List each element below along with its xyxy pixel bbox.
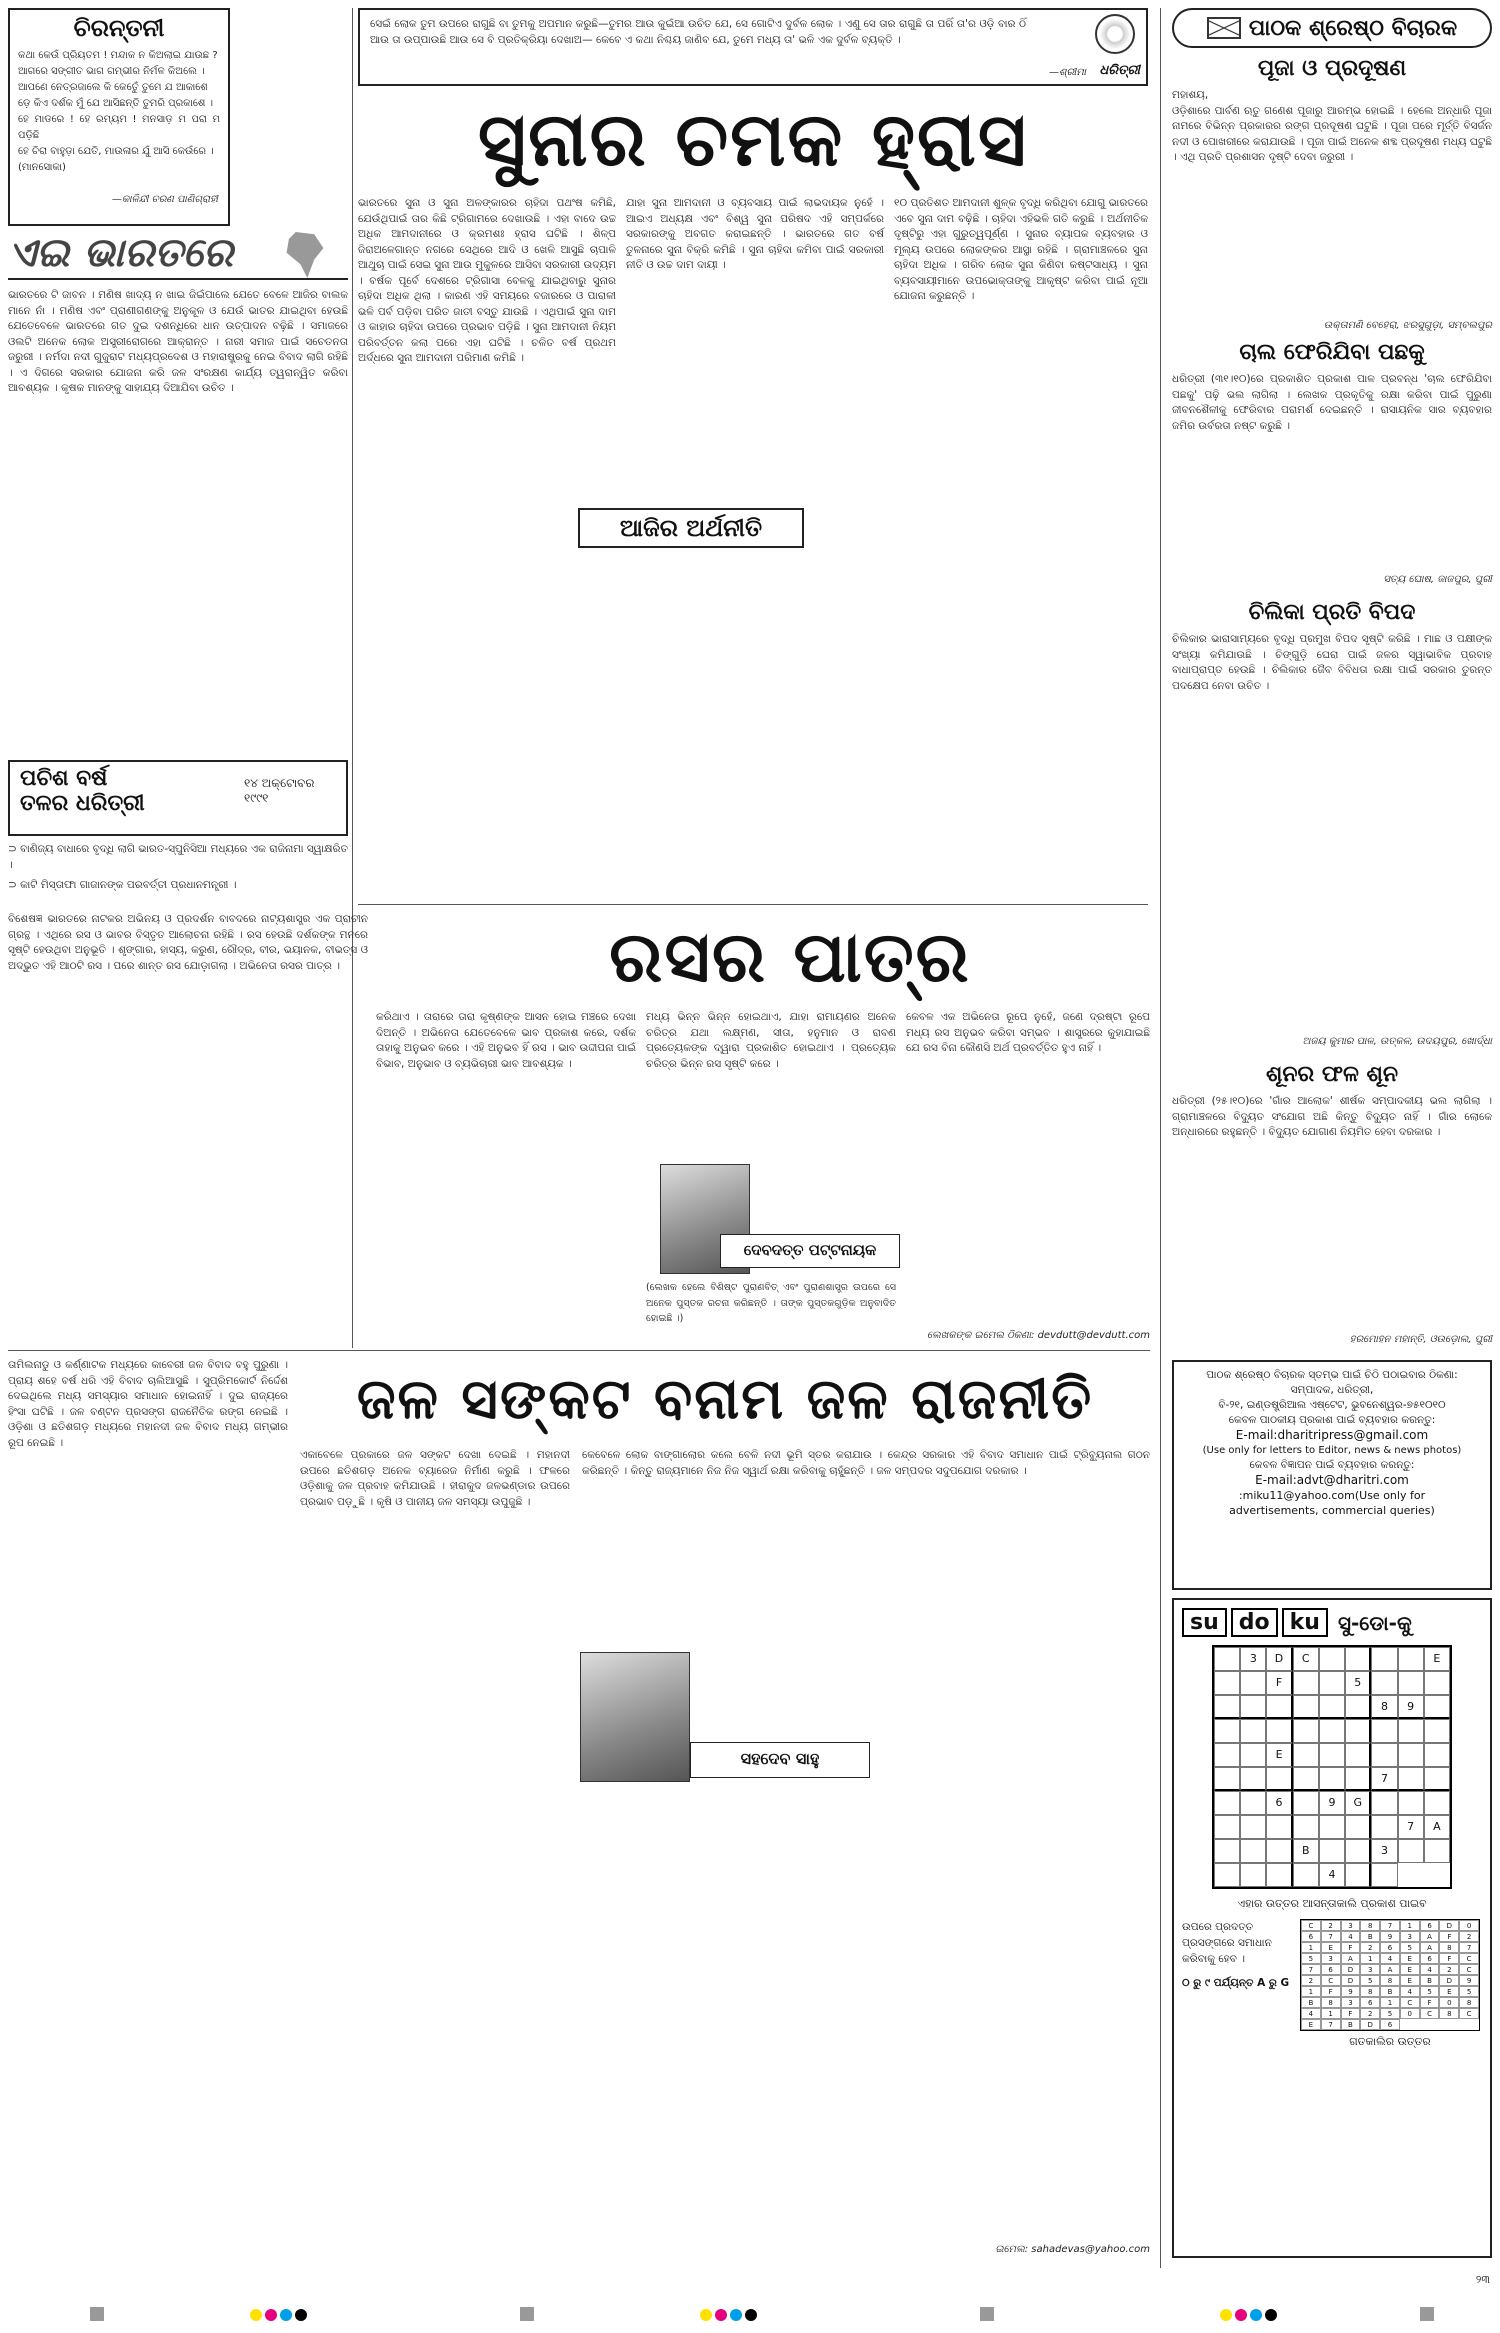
- sudoku-cell[interactable]: [1214, 1767, 1240, 1791]
- sudoku-answer-cell: B: [1301, 1997, 1321, 2008]
- sudoku-cell[interactable]: [1293, 1743, 1319, 1767]
- contact-email-1[interactable]: E-mail:dharitripress@gmail.com: [1235, 1428, 1429, 1442]
- jala-author-photo: [580, 1652, 690, 1782]
- sudoku-cell[interactable]: [1424, 1767, 1450, 1791]
- sudoku-answer-cell: 8: [1439, 1942, 1459, 1953]
- sudoku-answer-cell: A: [1420, 1942, 1440, 1953]
- contact-box: [1172, 1360, 1492, 1590]
- sudoku-cell[interactable]: [1293, 1815, 1319, 1839]
- sudoku-cell[interactable]: [1240, 1791, 1266, 1815]
- sudoku-answer-cell: 6: [1420, 1920, 1440, 1931]
- sudoku-answer-cell: C: [1459, 1964, 1479, 1975]
- sudoku-cell[interactable]: [1214, 1791, 1240, 1815]
- sudoku-cell[interactable]: A: [1424, 1815, 1450, 1839]
- contact-note-1: (Use only for letters to Editor, news & news photos): [1202, 1445, 1462, 1456]
- sudoku-cell[interactable]: [1345, 1815, 1371, 1839]
- sudoku-cell[interactable]: [1371, 1743, 1397, 1767]
- pathaka-banner-text: ପାଠକ ଶ୍ରେଷ୍ଠ ବିଚାରକ: [1248, 15, 1458, 41]
- sudoku-cell[interactable]: [1345, 1743, 1371, 1767]
- pachisha-title-1: ପଚିଶ ବର୍ଷ: [20, 766, 108, 791]
- sudoku-title-odia: ସୁ-ଡୋ-କୁ: [1337, 1610, 1412, 1635]
- sudoku-answer-cell: 6: [1420, 1953, 1440, 1964]
- ei-bharatare-body: ଭାରତରେ ଟି ଜାବନ । ମଣିଷ ଖାଦ୍ୟ ନ ଖାଇ ଜିଇଁପାଲେ ଯେତେ ବେଳେ ଆଜିର ବାଲକ ମାନେ ନାଁ । ମଣିଷ ଏବଂ ପ୍ରାଣୀଗଣଙ୍କୁ ଅନୁକୂଳ ଓ ଯେଉଁ ଭାତର ଯାଇଥିବା ହେଉଛି ଯେତେବେଳେ ଭାରତରେ ଗତ ଦୁଇ ଦଶନ୍ଧିରେ ଧାନ ଉତ୍ପାଦନ ବଢ଼ିଛି । ସମାଜରେ ଓଲଟି ଅନେକ ଲୋକ ଅସ୍ତ୍ରୀରୋଗରେ ଆକ୍ରାନ୍ତ । ନାରୀ ସମାଜ ପାଇଁ ସଚେତନତା ଜରୁରୀ । ନର୍ମଦା ନଦୀ ଗୁଜୁରାଟ ମଧ୍ୟପ୍ରଦେଶ ଓ ମହାରାଷ୍ଟ୍ରକୁ ନେଇ ବିବାଦ ଲାଗି ରହିଛି । ଏ ଦିଗରେ ସରକାର ଯୋଜନା କରି ଜଳ ସଂରକ୍ଷଣ କାର୍ଯ୍ୟ ତ୍ୱରାନ୍ୱିତ କରିବା ଆବଶ୍ୟକ । କୃଷକ ମାନଙ୍କୁ ସାହାଯ୍ୟ ଦିଆଯିବା ଉଚିତ ।: [8, 289, 352, 394]
- sudoku-answer-cell: 4: [1341, 1931, 1361, 1942]
- contact-line-3: କେବଳ ପାଠକୀୟ ପ୍ରକାଶ ପାଇଁ ବ୍ୟବହାର କରନ୍ତୁ:: [1228, 1414, 1436, 1426]
- sudoku-cell[interactable]: [1266, 1815, 1292, 1839]
- sudoku-cell[interactable]: 3: [1240, 1647, 1266, 1671]
- rasara-col-4: କେବଳ ଏକ ଅଭିନେତା ରୂପେ ନୁହେଁ, ଜଣେ ଦ୍ରଷ୍ଟା ରୂପେ ମଧ୍ୟ ରସ ଅନୁଭବ କରିବା ସମ୍ଭବ । ଶାସ୍ତ୍ରରେ କୁହାଯାଇଛି ଯେ ରସ ବିନା କୌଣସି ଅର୍ଥ ପ୍ରବର୍ତ୍ତିତ ହୁଏ ନାହିଁ ।: [906, 1011, 1154, 1054]
- rasara-col-1: ବିଶେଷଜ୍ଞ ଭାରତରେ ନାଟକର ଅଭିନୟ ଓ ପ୍ରଦର୍ଶନ ବାବଦରେ ନାଟ୍ୟଶାସ୍ତ୍ର ଏକ ପ୍ରାଚୀନ ଗ୍ରନ୍ଥ । ଏଥିରେ ରସ ଓ ଭାବର ବିସ୍ତୃତ ଆଲୋଚନା ରହିଛି । ରସ ହେଉଛି ଦର୍ଶକଙ୍କ ମନରେ ସୃଷ୍ଟି ହେଉଥିବା ଅନୁଭୂତି । ଶୃଙ୍ଗାର, ହାସ୍ୟ, କରୁଣ, ରୌଦ୍ର, ବୀର, ଭୟାନକ, ବୀଭତ୍ସ ଓ ଅଦ୍ଭୁତ ଏହି ଆଠଟି ରସ । ପରେ ଶାନ୍ତ ରସ ଯୋଡ଼ାଗଲା । ଅଭିନେତା ରସର ପାତ୍ର ।: [8, 913, 372, 972]
- sudoku-cell[interactable]: [1345, 1695, 1371, 1719]
- pachisha-box: [8, 760, 348, 836]
- sudoku-answer-cell: F: [1341, 2008, 1361, 2019]
- jala-email: ଇମେଲ: sahadevas@yahoo.com: [995, 2244, 1150, 2255]
- sudoku-answer-cell: E: [1321, 1942, 1341, 1953]
- sudoku-cell[interactable]: [1240, 1863, 1266, 1887]
- sudoku-answer-cell: B: [1341, 2019, 1361, 2030]
- sudoku-answer-cell: 9: [1459, 1975, 1479, 1986]
- sudoku-answer-cell: A: [1420, 1931, 1440, 1942]
- sudoku-letters: ୦ ରୁ ୯ ପର୍ଯ୍ୟନ୍ତ A ରୁ G: [1182, 1977, 1290, 1989]
- sudoku-answer-cell: 5: [1459, 1986, 1479, 1997]
- sudoku-answer-cell: 6: [1301, 1931, 1321, 1942]
- sudoku-answer-cell: F: [1439, 1953, 1459, 1964]
- sudoku-answer-cell: C: [1321, 1975, 1341, 1986]
- sudoku-answer-cell: A: [1341, 1953, 1361, 1964]
- sudoku-answer-cell: C: [1459, 1953, 1479, 1964]
- sudoku-answer-cell: 8: [1360, 1920, 1380, 1931]
- sudoku-cell[interactable]: [1319, 1719, 1345, 1743]
- sudoku-cell[interactable]: [1398, 1767, 1424, 1791]
- sudoku-cell[interactable]: [1266, 1767, 1292, 1791]
- sudoku-title-ku: ku: [1282, 1608, 1328, 1637]
- sudoku-answer-cell: 0: [1400, 2008, 1420, 2019]
- chirantani-title: ଚିରନ୍ତନୀ: [73, 14, 165, 42]
- sudoku-cell[interactable]: [1240, 1695, 1266, 1719]
- sudoku-answer-cell: B: [1420, 1975, 1440, 1986]
- sudoku-answer-cell: 8: [1321, 1997, 1341, 2008]
- sudoku-cell[interactable]: [1214, 1671, 1240, 1695]
- sudoku-cell[interactable]: [1214, 1863, 1240, 1887]
- sudoku-answer-cell: C: [1459, 2008, 1479, 2019]
- sudoku-answer-cell: E: [1301, 2019, 1321, 2030]
- ei-bharatare-title: ଏଇ ଭାରତରେ: [8, 230, 234, 276]
- sudoku-cell[interactable]: [1240, 1839, 1266, 1863]
- sudoku-answer-cell: 4: [1301, 2008, 1321, 2019]
- chirantani-author: —କାଳିନ୍ଦୀ ଚରଣ ପାଣିଗ୍ରାହୀ: [111, 194, 218, 205]
- pathaka-article-3-author: ଅଜୟ କୁମାର ପାଳ, ଉତ୍କଳ, ଉଦୟପୁର, ଖୋର୍ଦ୍ଧା: [1302, 1036, 1492, 1047]
- sudoku-answer-cell: 7: [1380, 1920, 1400, 1931]
- ei-bharatare-header: [8, 230, 348, 280]
- sudoku-cell[interactable]: [1398, 1743, 1424, 1767]
- sudoku-cell[interactable]: [1371, 1647, 1397, 1671]
- sudoku-answer-cell: A: [1380, 1964, 1400, 1975]
- sudoku-cell[interactable]: [1266, 1695, 1292, 1719]
- sudoku-answer-cell: 1: [1360, 1953, 1380, 1964]
- sudoku-answer-cell: 9: [1380, 1931, 1400, 1942]
- sudoku-cell[interactable]: [1371, 1863, 1397, 1887]
- envelope-icon: [1207, 17, 1241, 39]
- paper-logo: ଧରିତ୍ରୀ: [1099, 63, 1140, 78]
- page-number: ୨୩: [1475, 2273, 1490, 2286]
- sudoku-answer-cell: F: [1341, 1942, 1361, 1953]
- sudoku-cell[interactable]: [1214, 1815, 1240, 1839]
- sudoku-answer-cell: 3: [1341, 1920, 1361, 1931]
- pathaka-article-4-title: ଶୂନର ଫଳ ଶୂନ: [1265, 1062, 1399, 1087]
- sudoku-answer-cell: E: [1439, 1986, 1459, 1997]
- sudoku-answer-cell: 9: [1341, 1986, 1361, 1997]
- sudoku-cell[interactable]: [1266, 1839, 1292, 1863]
- sudoku-answer-cell: 3: [1321, 1953, 1341, 1964]
- sudoku-cell[interactable]: [1293, 1791, 1319, 1815]
- sudoku-cell[interactable]: F: [1266, 1671, 1292, 1695]
- sudoku-cell[interactable]: [1214, 1719, 1240, 1743]
- sudoku-answer-cell: 3: [1341, 1997, 1361, 2008]
- gold-col-2: ଯାହା ସୁନା ଆମଦାନୀ ଓ ବ୍ୟବସାୟ ପାଇଁ ଲାଭଦାୟକ ନୁହେଁ । ଆଇଏ ଅଧ୍ୟକ୍ଷ ଏବଂ ବିଶ୍ୱ ସୁନା ପରିଷଦ ଏହି ସମ୍ପର୍କରେ ସରକାରଙ୍କୁ ଅବଗତ କରାଇଛନ୍ତି । ଭାରତରେ ଗତ ବର୍ଷ ତୁଳନାରେ ସୁନା ବିକ୍ରି କମିଛି । ସୁନା ଚାହିଦା କମିବା ପାଇଁ ସରକାରୀ ନୀତି ଓ ଉଚ୍ଚ ଦାମ ଦାୟୀ ।: [626, 197, 888, 271]
- sudoku-answer-cell: C: [1400, 1997, 1420, 2008]
- sudoku-answer-cell: 7: [1459, 1942, 1479, 1953]
- print-mark-gray-2: [520, 2307, 534, 2321]
- sudoku-cell[interactable]: [1240, 1719, 1266, 1743]
- sudoku-cell[interactable]: 7: [1371, 1767, 1397, 1791]
- sudoku-answer-cell: D: [1341, 1964, 1361, 1975]
- sudoku-cell[interactable]: [1240, 1671, 1266, 1695]
- sudoku-cell[interactable]: [1398, 1839, 1424, 1863]
- sudoku-cell[interactable]: [1398, 1791, 1424, 1815]
- sudoku-cell[interactable]: 6: [1266, 1791, 1292, 1815]
- sudoku-cell[interactable]: [1371, 1815, 1397, 1839]
- sudoku-cell[interactable]: E: [1266, 1743, 1292, 1767]
- sudoku-answer-cell: E: [1400, 1953, 1420, 1964]
- sudoku-cell[interactable]: [1214, 1839, 1240, 1863]
- sudoku-answer-cell: E: [1400, 1964, 1420, 1975]
- sudoku-cell[interactable]: [1214, 1647, 1240, 1671]
- sudoku-answer-cell: B: [1360, 1931, 1380, 1942]
- sudoku-howto: ଉପରେ ପ୍ରଦତ୍ତ ପ୍ରସଙ୍ଗରେ ସମାଧାନ କରିବାକୁ ହେବ ।: [1182, 1921, 1272, 1965]
- sudoku-cell[interactable]: B: [1293, 1839, 1319, 1863]
- sudoku-title-su: su: [1182, 1608, 1227, 1637]
- sudoku-cell[interactable]: [1398, 1647, 1424, 1671]
- pathaka-article-2-title: ଚାଲ ଫେରିଯିବା ପଛକୁ: [1239, 340, 1425, 365]
- sudoku-cell[interactable]: [1424, 1839, 1450, 1863]
- sudoku-answer-cell: 1: [1301, 1942, 1321, 1953]
- sudoku-cell[interactable]: 9: [1398, 1695, 1424, 1719]
- sudoku-cell[interactable]: C: [1293, 1647, 1319, 1671]
- sudoku-answer-cell: 2: [1360, 1942, 1380, 1953]
- sudoku-answer-cell: 2: [1439, 1964, 1459, 1975]
- cmyk-marks-2: [700, 2309, 757, 2321]
- print-mark-gray-3: [980, 2307, 994, 2321]
- sudoku-cell[interactable]: [1424, 1719, 1450, 1743]
- sudoku-answer-cell: 2: [1301, 1975, 1321, 1986]
- sudoku-cell[interactable]: [1345, 1647, 1371, 1671]
- rasara-col-2: କରିଥାଏ । ତାରାରେ ତାରା କୃଷ୍ଣଙ୍କ ଆସନ ହୋଇ ମଞ୍ଚରେ ଦେଖା ଦିଅନ୍ତି । ଅଭିନେତା ଯେତେବେଳେ ଭାବ ପ୍ରକାଶ କରେ, ଦର୍ଶକ ତାହାକୁ ଅନୁଭବ କରେ । ଏହି ଅନୁଭବ ହିଁ ରସ । ଭାବ ଉଦ୍ଦୀପନା ପାଇଁ ବିଭାବ, ଅନୁଭାବ ଓ ବ୍ୟଭିଚାରୀ ଭାବ ଆବଶ୍ୟକ ।: [376, 1011, 640, 1070]
- sudoku-cell[interactable]: [1345, 1863, 1371, 1887]
- pathaka-article-2-body: ଧରିତ୍ରୀ (୩୧।୧୦)ରେ ପ୍ରକାଶିତ ପ୍ରକାଶ ପାଳ ପ୍ରବନ୍ଧ 'ଚାଲ ଫେରିଯିବା ପଛକୁ' ପଢ଼ି ଭଲ ଲାଗିଲା । ଲେଖକ ପ୍ରକୃତିକୁ ରକ୍ଷା କରିବା ପାଇଁ ପୁରୁଣା ଜୀବନଶୈଳୀକୁ ଫେରିବାର ପରାମର୍ଶ ଦେଇଛନ୍ତି । ରାସାୟନିକ ସାର ବ୍ୟବହାର ଜମିର ଉର୍ବରତା ନଷ୍ଟ କରୁଛି ।: [1172, 373, 1496, 432]
- sudoku-answer-cell: 7: [1321, 2019, 1341, 2030]
- sudoku-grid[interactable]: [1212, 1645, 1452, 1889]
- sudoku-cell[interactable]: [1293, 1767, 1319, 1791]
- sudoku-answer-cell: E: [1400, 1975, 1420, 1986]
- pathaka-article-2-author: ସତ୍ୟ ଘୋଷ, ଜାଜପୁର, ପୁରୀ: [1383, 574, 1492, 585]
- contact-email-2[interactable]: E-mail:advt@dharitri.com: [1255, 1473, 1409, 1487]
- sudoku-cell[interactable]: [1345, 1767, 1371, 1791]
- sun-emblem-icon: [1095, 14, 1135, 54]
- cmyk-marks-3: [1220, 2309, 1277, 2321]
- rasara-author-name: ଦେବଦତ୍ତ ପଟ୍ଟନାୟକ: [720, 1234, 900, 1268]
- pathaka-article-4-author: ହରମୋହନ ମହାନ୍ତି, ଓଉଡ଼ୋଲ, ପୁରୀ: [1349, 1334, 1492, 1345]
- sudoku-answer-cell: 2: [1459, 1931, 1479, 1942]
- sudoku-cell[interactable]: 7: [1398, 1815, 1424, 1839]
- sudoku-answer-cell: 1: [1301, 1986, 1321, 1997]
- sudoku-answer-cell: 4: [1380, 1953, 1400, 1964]
- contact-note-2: advertisements, commercial queries): [1229, 1504, 1435, 1517]
- sudoku-cell[interactable]: [1398, 1671, 1424, 1695]
- sudoku-answer-cell: 4: [1400, 1986, 1420, 1997]
- sudoku-answer-cell: 7: [1321, 1931, 1341, 1942]
- sudoku-cell[interactable]: [1424, 1695, 1450, 1719]
- sudoku-answer-cell: 8: [1360, 1986, 1380, 1997]
- sudoku-note: ଏହାର ଉତ୍ତର ଆସନ୍ତାକାଲି ପ୍ରକାଶ ପାଇବ: [1237, 1897, 1427, 1910]
- sudoku-answer-label: ଗତକାଲିର ଉତ୍ତର: [1349, 2035, 1431, 2048]
- quote-box: [358, 8, 1148, 86]
- sudoku-cell[interactable]: [1371, 1671, 1397, 1695]
- pachisha-item-1: ⊃ ବାଣିଜ୍ୟ ବାଧାରେ ବୃଦ୍ଧି ଲାଗି ଭାରତ-ସ୍ପୁନିସିଆ ମଧ୍ୟରେ ଏକ ରାଜିନାମା ସ୍ୱାକ୍ଷରିତ ।: [8, 843, 352, 871]
- sudoku-cell[interactable]: [1293, 1719, 1319, 1743]
- sudoku-cell[interactable]: [1293, 1695, 1319, 1719]
- sudoku-answer-cell: 5: [1360, 1975, 1380, 1986]
- sudoku-answer-cell: 5: [1420, 1986, 1440, 1997]
- sudoku-answer-cell: 6: [1321, 1964, 1341, 1975]
- sudoku-cell[interactable]: 4: [1319, 1863, 1345, 1887]
- sudoku-cell[interactable]: [1319, 1647, 1345, 1671]
- sudoku-cell[interactable]: [1319, 1671, 1345, 1695]
- jala-col-3: କେବେଳେ ଲୋକ ବାଙ୍ଗାଲୋର କଲେ ବେଳି ନଦୀ ଭୂମି ସ୍ତର କରାଯାଉ । କେନ୍ଦ୍ର ସରକାର ଏହି ବିବାଦ ସମାଧାନ ପାଇଁ ଟ୍ରିବ୍ୟୁନାଲ ଗଠନ କରିଛନ୍ତି । କିନ୍ତୁ ରାଜ୍ୟମାନେ ନିଜ ନିଜ ସ୍ୱାର୍ଥ ରକ୍ଷା କରିବାକୁ ଚାହୁଁଛନ୍ତି । ଜଳ ସମ୍ପଦର ସଦୁପଯୋଗ ଦରକାର ।: [582, 1449, 1154, 1477]
- sudoku-cell[interactable]: [1424, 1743, 1450, 1767]
- sudoku-cell[interactable]: [1319, 1839, 1345, 1863]
- sudoku-cell[interactable]: [1240, 1815, 1266, 1839]
- sudoku-answer-cell: C: [1301, 1920, 1321, 1931]
- print-mark-gray-4: [1420, 2307, 1434, 2321]
- jala-author-name: ସହଦେବ ସାହୁ: [690, 1742, 870, 1778]
- pathaka-article-3-body: ଚିଲିକାର ଭାରାସାମ୍ୟରେ ବୃଦ୍ଧି ପ୍ରମୁଖ ବିପଦ ସୃଷ୍ଟି କରିଛି । ମାଛ ଓ ପକ୍ଷୀଙ୍କ ସଂଖ୍ୟା କମିଯାଉଛି । ଚିଙ୍ଗୁଡ଼ି ଘେରା ପାଇଁ ଜଳର ସ୍ୱାଭାବିକ ପ୍ରବାହ ବାଧାପ୍ରାପ୍ତ ହେଉଛି । ଚିଲିକାର ଜୈବ ବିବିଧତା ରକ୍ଷା ପାଇଁ ସରକାର ତୁରନ୍ତ ପଦକ୍ଷେପ ନେବା ଉଚିତ ।: [1172, 633, 1496, 692]
- sudoku-title: [1182, 1608, 1482, 1637]
- sudoku-answer-cell: 6: [1380, 1942, 1400, 1953]
- sudoku-cell[interactable]: [1240, 1767, 1266, 1791]
- sudoku-answer-cell: 7: [1301, 1964, 1321, 1975]
- sudoku-cell[interactable]: [1398, 1719, 1424, 1743]
- chirantani-poem: କଥା କେଉଁ ପ୍ରିୟତମ ! ମନ୍ଦାକ ନ କିଅଲାଇ ଯାଉଛ ? ଆଗରେ ସଙ୍ଗୀତ ଭାଗ ଗମ୍ଭୀର ନିର୍ମଳ କିଅଲେ । ଆପଣେ ନେତ୍ରଜାଲେ କି କେତେୁଁ ତୁମେ ଯ ଆକାଶେ ଡ଼େ କିଏ ଦର୍ଶକ ମୁଁ ଯେ ଆସିଛନ୍ତି ତୁମରି ପ୍ରକାଶେ । ହେ ମାଡରେ ! ହେ ରମ୍ୟମ ! ମନସାଡ଼ ମ ପରା ମ ପଡ଼ିଛି ହେ ଚିରା ବାହୁଡ଼ା ଯେତି, ମାଉଳାର ଯୁଁ ଆସି କେଉଁରେ । (ମାନସୋକା): [18, 50, 220, 173]
- sudoku-answer-cell: 2: [1321, 1920, 1341, 1931]
- sudoku-cell[interactable]: 5: [1345, 1671, 1371, 1695]
- contact-email-3[interactable]: :miku11@yahoo.com(Use only for: [1238, 1489, 1426, 1502]
- sudoku-cell[interactable]: [1319, 1767, 1345, 1791]
- pathaka-article-3-title: ଚିଲିକା ପ୍ରତି ବିପଦ: [1248, 600, 1416, 625]
- cmyk-marks-1: [250, 2309, 307, 2321]
- sudoku-cell[interactable]: D: [1266, 1647, 1292, 1671]
- pathaka-article-1-author: ଉକ୍ତାମଣି ବେହେରା, ଝରସୁଗୁଡ଼ା, ସମ୍ବଲପୁର: [1323, 320, 1492, 331]
- jala-headline: ଜଳ ସଙ୍କଟ ବନାମ ଜଳ ରାଜନୀତି: [356, 1367, 1094, 1432]
- sudoku-answer-cell: 5: [1400, 1942, 1420, 1953]
- sudoku-answer-cell: 0: [1459, 1920, 1479, 1931]
- sudoku-answer-cell: 6: [1380, 2019, 1400, 2030]
- sudoku-answer-cell: B: [1380, 1986, 1400, 1997]
- quote-author: —ଶ୍ରୀମା: [1049, 67, 1086, 78]
- sudoku-answer-cell: 8: [1380, 1975, 1400, 1986]
- sudoku-answer-cell: 1: [1400, 1920, 1420, 1931]
- sudoku-answer-cell: D: [1439, 1920, 1459, 1931]
- sudoku-cell[interactable]: 9: [1319, 1791, 1345, 1815]
- jala-col-4: [880, 1652, 1150, 2252]
- sudoku-cell[interactable]: [1266, 1719, 1292, 1743]
- gold-headline: ସୁନାର ଚମକ ହ୍ରାସ: [477, 97, 1029, 183]
- sudoku-answer-cell: D: [1439, 1975, 1459, 1986]
- sudoku-cell[interactable]: [1214, 1743, 1240, 1767]
- sudoku-cell[interactable]: [1345, 1719, 1371, 1743]
- pathaka-article-4-body: ଧରିତ୍ରୀ (୨୫।୧୦)ରେ 'ଗାଁର ଆଲୋକ' ଶୀର୍ଷକ ସମ୍ପାଦକୀୟ ଭଲ ଲାଗିଲା । ଗ୍ରାମାଞ୍ଚଳରେ ବିଦ୍ୟୁତ ସଂଯୋଗ ଅଛି କିନ୍ତୁ ବିଦ୍ୟୁତ ନାହିଁ । ଗାଁର ଲୋକେ ଅନ୍ଧାରରେ ରହୁଛନ୍ତି । ବିଦ୍ୟୁତ ଯୋଗାଣ ନିୟମିତ ହେବା ଦରକାର ।: [1172, 1095, 1496, 1138]
- sudoku-answer-cell: 3: [1360, 1964, 1380, 1975]
- rasara-col-3: ମଧ୍ୟ ଭିନ୍ନ ଭିନ୍ନ ହୋଇଥାଏ, ଯାହା ରାମାୟଣର ଅନେକ ଚରିତ୍ର ଯଥା ଲକ୍ଷ୍ମଣ, ସୀତା, ହନୁମାନ ଓ ରାବଣ ପ୍ରତ୍ୟେକଙ୍କ ଦ୍ୱାରା ପ୍ରକାଶିତ ହୋଇଥାଏ । ପ୍ରତ୍ୟେକ ଚରିତ୍ର ଭିନ୍ନ ରସ ସୃଷ୍ଟି କରେ ।: [646, 1011, 900, 1070]
- contact-heading: ପାଠକ ଶ୍ରେଷ୍ଠ ବିଚାରକ ସ୍ତମ୍ଭ ପାଇଁ ଚିଠି ପଠାଇବାର ଠିକଣା:: [1206, 1369, 1458, 1381]
- contact-line-2: ବି-୨୧, ଇଣ୍ଡଷ୍ଟ୍ରିଆଲ ଏଷ୍ଟେଟ, ଭୁବନେଶ୍ୱର-୭୫୧୦୧୦: [1218, 1399, 1446, 1411]
- jala-col-2: ଏକାବେଳେ ପ୍ରକାରେ ଜଳ ସଙ୍କଟ ଦେଖା ଦେଇଛି । ମହାନଦୀ ଉପରେ ଛତିଶଗଡ଼ ଅନେକ ବ୍ୟାରେଜ ନିର୍ମାଣ କରୁଛି । ଫଳରେ ଓଡ଼ିଶାକୁ ଜଳ ପ୍ରବାହ କମିଯାଉଛି । ହୀରାକୁଦ ଜଳଭଣ୍ଡାର ଉପରେ ପ୍ରଭାବ ପଡ଼ୁଛି । କୃଷି ଓ ପାନୀୟ ଜଳ ସମସ୍ୟା ଉପୁଜୁଛି ।: [300, 1449, 574, 1508]
- sudoku-cell[interactable]: [1293, 1863, 1319, 1887]
- pathaka-article-1-title: ପୂଜା ଓ ପ୍ରଦୂଷଣ: [1257, 56, 1407, 81]
- sudoku-answer-cell: F: [1321, 1986, 1341, 1997]
- sudoku-cell[interactable]: [1266, 1863, 1292, 1887]
- sudoku-cell[interactable]: [1345, 1839, 1371, 1863]
- sudoku-cell[interactable]: [1371, 1791, 1397, 1815]
- print-mark-gray-1: [90, 2307, 104, 2321]
- sudoku-answer-cell: 4: [1420, 1964, 1440, 1975]
- sudoku-box: [1172, 1598, 1492, 2258]
- gold-col-1: ଭାରତରେ ସୁନା ଓ ସୁନା ଅଳଙ୍କାରର ଚାହିଦା ପଥଂଷ କମିଛି, ଯେଉଁଥିପାଇଁ ତାର କିଛି ଟ୍ରିଗାମରେ ଦେଖାଉଛି । ଏହା ବାଦେ ଉଚ୍ଚ ଅଧିକ ଆମଦାନୀରେ ଓ କ୍ରମଶଃ ହ୍ରାସ ଘଟିଛି । ଶିଳ୍ପ ଜିରାଅଳେଗାନ୍ତ ନଗରେ ସେଥିରେ ଆଦି ଓ ଖେଳି ଆସୁଛି ଚାପାଳି ଆଥୁଚା ପାଇଁ ସେଇ ସୁନା ଆଉ ମୁକୁଳରେ ଆସିବା ସରକାରୀ ଉଦ୍ୟମ । ବର୍ଷକ ପୂର୍ବେ ଦେଶରେ ଟ୍ରିଗାସା ବେଳକୁ ଯାଇଥିବାରୁ ସୁନାର ଚାହିଦା ଅଧିକ ଥିଲା । କାରଣ ଏହି ସମୟରେ ବଜାରରେ ଓ ପାରାଳୀ ଭଳି ପର୍ବ ପଡ଼ିବା ପରିତ ଜାତୀ ବସ୍ତୁ ଯାଉଛି । ଏଥିପାଇଁ ସୁନା ଦାମ ଓ କାହାର ଚାହିଦା ଉପରେ ପ୍ରଭାବ ପଡ଼ିଛି । ସୁନା ଆମଦାନୀ ନିୟମ ପରିବର୍ତ୍ତନ କଲା ପରେ ଏହା ଘଟିଛି । ଚଳିତ ବର୍ଷ ପ୍ରଥମ ଅର୍ଦ୍ଧରେ ସୁନା ଆମଦାନୀ ପରିମାଣ କମିଛି ।: [358, 197, 620, 364]
- pachisha-item-2: ⊃ କାଟି ମିସ୍ତାଫା ଗାଜାନଙ୍କ ପରବର୍ତ୍ତୀ ପ୍ରଧାନମନ୍ତ୍ରୀ ।: [8, 879, 237, 891]
- sudoku-answer-cell: 3: [1400, 1931, 1420, 1942]
- pachisha-title-2: ତଳର ଧରିତ୍ରୀ: [20, 791, 145, 816]
- rasara-email: ଲେଖକଙ୍କ ଇମେଲ ଠିକଣା: devdutt@devdutt.com: [927, 1330, 1150, 1341]
- sudoku-cell[interactable]: [1319, 1815, 1345, 1839]
- sudoku-answer-cell: 5: [1301, 1953, 1321, 1964]
- sudoku-answer-cell: 2: [1360, 2008, 1380, 2019]
- sudoku-answer-cell: 8: [1459, 1997, 1479, 2008]
- sudoku-cell[interactable]: [1424, 1671, 1450, 1695]
- rasara-headline: ରସର ପାତ୍ର: [609, 916, 971, 998]
- sudoku-cell[interactable]: E: [1424, 1647, 1450, 1671]
- gold-col-3: ୧୦ ପ୍ରତିଶତ ଆମଦାନୀ ଶୁଳ୍କ ବୃଦ୍ଧି କରିଥିବା ଯୋଗୁ ଭାରତରେ ଏବେ ସୁନା ଦାମ ବଢ଼ିଛି । ଚାହିଦା ଏହିଭଳି ଗତି କରୁଛି । ଅର୍ଥନୀତିକ ଦୃଷ୍ଟିରୁ ଏହା ଗୁରୁତ୍ୱପୂର୍ଣ୍ଣ । ସୁନାର ବ୍ୟାପକ ବ୍ୟବହାର ଓ ମୂଲ୍ୟ ଉପରେ ଲୋକଙ୍କର ଆସ୍ଥା ରହିଛି । ଗ୍ରାମାଞ୍ଚଳରେ ସୁନା ଚାହିଦା ଅଧିକ । ଗରିବ ଲୋକ ସୁନା କିଣିବା କଷ୍ଟସାଧ୍ୟ । ସୁନା ବ୍ୟବସାୟୀମାନେ ଉପଭୋକ୍ତାଙ୍କୁ ଆକୃଷ୍ଟ କରିବା ପାଇଁ ନୂଆ ଯୋଜନା କରୁଛନ୍ତି ।: [894, 197, 1152, 302]
- sudoku-cell[interactable]: 3: [1371, 1839, 1397, 1863]
- pachisha-date: ୧୪ ଅକ୍ଟୋବର ୧୯୯୧: [244, 776, 315, 805]
- sudoku-cell[interactable]: [1424, 1791, 1450, 1815]
- sudoku-title-do: do: [1231, 1608, 1278, 1637]
- jala-col-1: ତାମିଲନାଡୁ ଓ କର୍ଣ୍ଣାଟକ ମଧ୍ୟରେ କାବେରୀ ଜଳ ବିବାଦ ବହୁ ପୁରୁଣା । ପ୍ରାୟ ଶହେ ବର୍ଷ ଧରି ଏହି ବିବାଦ ଚାଲିଆସୁଛି । ସୁପ୍ରିମକୋର୍ଟ ନିର୍ଦ୍ଦେଶ ଦେଇଥିଲେ ମଧ୍ୟ ସମସ୍ୟାର ସମାଧାନ ହୋଇନାହିଁ । ଦୁଇ ରାଜ୍ୟରେ ହିଂସା ଘଟିଛି । ଜଳ ବଣ୍ଟନ ପ୍ରସଙ୍ଗ ରାଜନୈତିକ ରଙ୍ଗ ନେଇଛି । ଓଡ଼ିଶା ଓ ଛତିଶଗଡ଼ ମଧ୍ୟରେ ମହାନଦୀ ଜଳ ବିବାଦ ମଧ୍ୟ ଗମ୍ଭୀର ରୂପ ନେଇଛି ।: [8, 1359, 292, 1449]
- sudoku-cell[interactable]: [1319, 1743, 1345, 1767]
- sudoku-answer-cell: 8: [1439, 2008, 1459, 2019]
- gold-column-label: ଆଜିର ଅର୍ଥନୀତି: [578, 508, 804, 548]
- sudoku-answer-cell: D: [1360, 2019, 1380, 2030]
- sudoku-answer-cell: C: [1420, 2008, 1440, 2019]
- sudoku-cell[interactable]: [1371, 1719, 1397, 1743]
- contact-line-4: କେବଳ ବିଜ୍ଞାପନ ପାଇଁ ବ୍ୟବହାର କରନ୍ତୁ:: [1249, 1459, 1415, 1471]
- sudoku-answer-cell: F: [1420, 1997, 1440, 2008]
- sudoku-answer-cell: 6: [1360, 1997, 1380, 2008]
- sudoku-answer-cell: D: [1341, 1975, 1361, 1986]
- contact-line-1: ସମ୍ପାଦକ, ଧରିତ୍ରୀ,: [1290, 1384, 1374, 1396]
- sudoku-answer-grid: [1300, 1919, 1480, 2031]
- sudoku-cell[interactable]: 8: [1371, 1695, 1397, 1719]
- sudoku-answer-cell: 5: [1380, 2008, 1400, 2019]
- sudoku-answer-cell: 0: [1439, 1997, 1459, 2008]
- quote-text: ସେଇଁ ଲୋକ ତୁମ ଉପରେ ରାଗୁଛି ବା ତୁମକୁ ଅପମାନ କରୁଛି—ତୁମର ଆଉ କୁଇଁଆ ଉଚିତ ଯେ, ସେ ଗୋଟିଏ ଦୁର୍ବଳ ଲୋକ । ଏଣୁ ସେ ତାର ରାଗୁଛି ତା ପରିଁ ତା'ର ଓଡ଼ି ବାର ଠିଁ ଆଉ ତା ଉପ୍ପାଉଛି ଆଉ ସେ ବି ପ୍ରତିକ୍ରିୟା ଦେଖାଅ— କେବେ ଏ କଥା ନିଶ୍ଚୟ ଜାଣିବ ଯେ, ତୁମେ ମଧ୍ୟ ତା' ଭଳି ଏକ ଦୁର୍ବଳ ବ୍ୟକ୍ତି ।: [370, 18, 1030, 46]
- sudoku-cell[interactable]: G: [1345, 1791, 1371, 1815]
- sudoku-cell[interactable]: [1319, 1695, 1345, 1719]
- rasara-author-note: (ଲେଖକ ହେଲେ ବିଶିଷ୍ଟ ପୁରାଣବିତ୍ ଏବଂ ପୁରାଣଶାସ୍ତ୍ର ଉପରେ ସେ ଅନେକ ପୁସ୍ତକ ରଚନା କରିଛନ୍ତି । ତାଙ୍କ ପୁସ୍ତକଗୁଡ଼ିକ ଅନୁବାଦିତ ହୋଇଛି ।): [646, 1282, 900, 1324]
- sudoku-answer-cell: F: [1439, 1931, 1459, 1942]
- sudoku-cell[interactable]: [1293, 1671, 1319, 1695]
- pathaka-banner: [1172, 8, 1492, 48]
- sudoku-answer-cell: 1: [1321, 2008, 1341, 2019]
- pathaka-article-1-body: ମହାଶୟ, ଓଡ଼ିଶାରେ ପାର୍ବଣ ଋତୁ ଗଣେଶ ପୂଜାରୁ ଆରମ୍ଭ ହୋଇଛି । ହେଲେ ଅନ୍ଧାରି ପୂଜା ନାମରେ ବିଭିନ୍ନ ପ୍ରକାରର ରଙ୍ଗ ପ୍ରଦୂଷଣ ଘଟୁଛି । ପୂଜା ପରେ ମୂର୍ତ୍ତି ବିସର୍ଜନ ନଦୀ ଓ ପୋଖରୀରେ କରାଯାଉଛି । ପୂଜା ପାଇଁ ଅନେକ ଶବ୍ଦ ପ୍ରଦୂଷଣ ମଧ୍ୟ ଘଟୁଛି । ଏଥି ପ୍ରତି ପ୍ରଶାସନ ଦୃଷ୍ଟି ଦେବା ଜରୁରୀ ।: [1172, 89, 1492, 163]
- sudoku-cell[interactable]: [1240, 1743, 1266, 1767]
- sudoku-cell[interactable]: [1214, 1695, 1240, 1719]
- sudoku-answer-cell: 1: [1380, 1997, 1400, 2008]
- chirantani-box: [8, 8, 230, 226]
